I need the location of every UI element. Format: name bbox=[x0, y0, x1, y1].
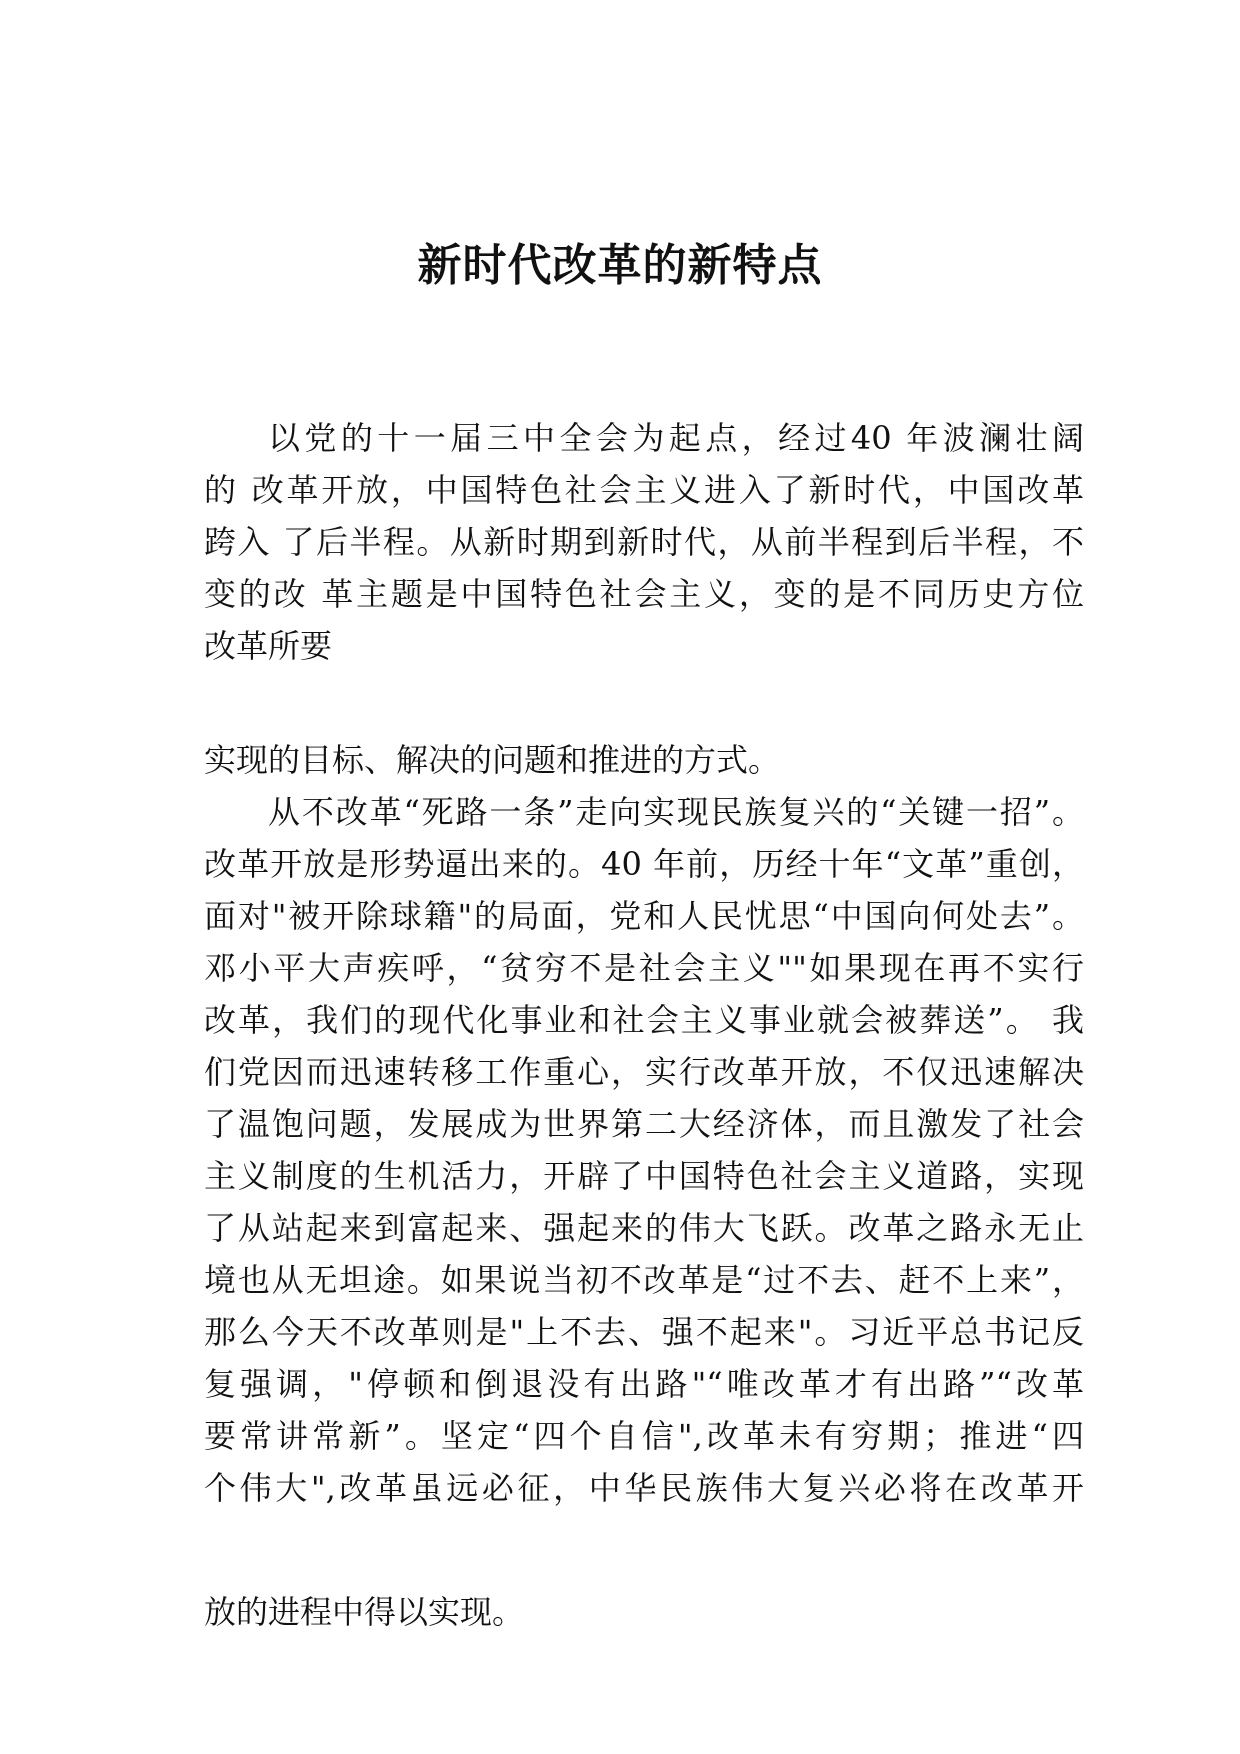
paragraph-2 bbox=[204, 786, 1084, 1514]
text-line: 了从站起来到富起来、强起来的伟大飞跃。改革之路永无止 bbox=[204, 1209, 1084, 1247]
paragraph-2-tail: 放的进程中得以实现。 bbox=[204, 1593, 525, 1631]
text-line: 了温饱问题，发展成为世界第二大经济体，而且激发了社会 bbox=[204, 1105, 1084, 1143]
spacer bbox=[204, 1514, 1084, 1586]
text-line: 要常讲常新”。坚定“四个自信",改革未有穷期；推进“四 bbox=[204, 1417, 1084, 1455]
text-line: 个伟大",改革虽远必征，中华民族伟大复兴必将在改革开 bbox=[204, 1469, 1084, 1507]
text-line: 以党的十一届三中全会为起点，经过40 年波澜壮阔 bbox=[268, 419, 1084, 457]
text-line: 的 改革开放，中国特色社会主义进入了新时代，中国改革 bbox=[204, 471, 1084, 509]
text-line: 复强调，"停顿和倒退没有出路"“唯改革才有出路”“改革 bbox=[204, 1365, 1084, 1403]
document-title: 新时代改革的新特点 bbox=[417, 240, 823, 291]
text-line: 那么今天不改革则是"上不去、强不起来"。习近平总书记反 bbox=[204, 1313, 1084, 1351]
text-line: 主义制度的生机活力，开辟了中国特色社会主义道路，实现 bbox=[204, 1157, 1084, 1195]
text-line: 跨入 了后半程。从新时期到新时代，从前半程到后半程，不 bbox=[204, 523, 1084, 561]
text-line: 变的改 革主题是中国特色社会主义，变的是不同历史方位 bbox=[204, 575, 1084, 613]
paragraph-1-tail: 实现的目标、解决的问题和推进的方式。 bbox=[204, 741, 781, 779]
document-body bbox=[204, 412, 1084, 1638]
text-line: 改革，我们的现代化事业和社会主义事业就会被葬送”。 我 bbox=[204, 1001, 1084, 1039]
text-line: 邓小平大声疾呼，“贫穷不是社会主义""如果现在再不实行 bbox=[204, 949, 1084, 987]
text-line: 境也从无坦途。如果说当初不改革是“过不去、赶不上来”， bbox=[204, 1261, 1084, 1299]
paragraph-1 bbox=[204, 412, 1084, 672]
text-line: 从不改革“死路一条”走向实现民族复兴的“关键一招”。 bbox=[268, 793, 1084, 831]
text-line: 改革开放是形势逼出来的。40 年前，历经十年“文革”重创， bbox=[204, 845, 1084, 883]
text-line: 改革所要 bbox=[204, 627, 333, 665]
text-line: 面对"被开除球籍"的局面，党和人民忧思“中国向何处去”。 bbox=[204, 897, 1084, 935]
text-line: 们党因而迅速转移工作重心，实行改革开放，不仅迅速解决 bbox=[204, 1053, 1084, 1091]
spacer bbox=[204, 672, 1084, 734]
